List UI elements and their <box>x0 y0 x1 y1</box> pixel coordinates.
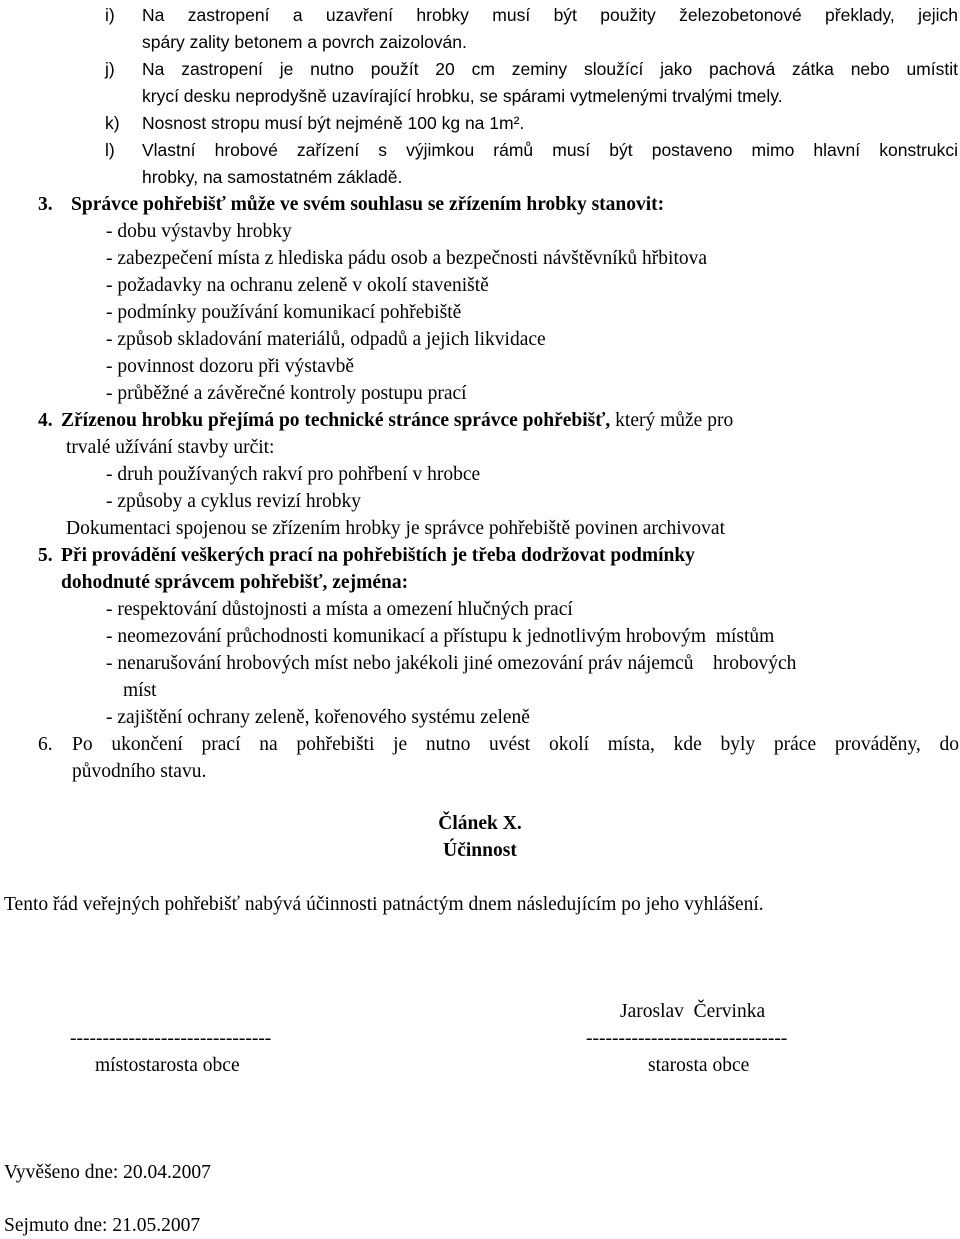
list-item-continued: míst <box>123 680 157 701</box>
article-title: Článek X. <box>438 813 522 834</box>
section-text: trvalé užívání stavby určit: <box>66 437 275 458</box>
list-item: - způsoby a cyklus revizí hrobky <box>106 491 362 512</box>
signatory-name: Jaroslav Červinka <box>620 1001 766 1022</box>
list-item: - povinnost dozoru při výstavbě <box>106 356 355 377</box>
list-item: - druh používaných rakví pro pohřbení v hrobce <box>106 464 481 485</box>
item-text: Na zastropení a uzavření hrobky musí být použity železobetonové překlady, jejich <box>142 5 958 25</box>
list-item: - zabezpečení místa z hlediska pádu osob a bezpečnosti návštěvníků hřbitova <box>106 248 708 269</box>
list-item: - neomezování průchodnosti komunikací a přístupu k jednotlivým hrobovým místům <box>106 626 775 647</box>
removed-date: Sejmuto dne: 21.05.2007 <box>4 1215 201 1236</box>
signature-role-left: místostarosta obce <box>95 1055 240 1076</box>
list-item: - podmínky používání komunikací pohřebiště <box>106 302 462 323</box>
item-marker: l) <box>105 140 115 160</box>
item-marker: j) <box>105 59 115 79</box>
list-item: - nenarušování hrobových míst nebo jakékoli jiné omezování práv nájemců hrobových <box>106 653 797 674</box>
signature-line-right: ------------------------------- <box>586 1028 788 1049</box>
article-subtitle: Účinnost <box>443 840 517 861</box>
list-item: - způsob skladování materiálů, odpadů a jejich likvidace <box>106 329 546 350</box>
section-heading-rest: který může pro <box>610 410 734 431</box>
list-item: - dobu výstavby hrobky <box>106 221 292 242</box>
item-text: hrobky, na samostatném základě. <box>142 167 403 187</box>
section-number: 3. <box>38 194 53 215</box>
item-text: Na zastropení je nutno použít 20 cm zeminy sloužící jako pachová zátka nebo umístit <box>142 59 958 79</box>
list-item: - zajištění ochrany zeleně, kořenového systému zeleně <box>106 707 530 728</box>
item-marker: i) <box>105 5 115 25</box>
section-number: 5. <box>38 545 53 566</box>
list-item: - průběžné a závěrečné kontroly postupu prací <box>106 383 467 404</box>
effect-statement: Tento řád veřejných pohřebišť nabývá účinnosti patnáctým dnem následujícím po jeho vyhlášení. <box>4 894 764 915</box>
section-text: Po ukončení prací na pohřebišti je nutno uvést okolí místa, kde byly práce prováděny, do <box>72 734 959 755</box>
section-heading: Správce pohřebišť může ve svém souhlasu se zřízením hrobky stanovit: <box>71 194 665 215</box>
list-item: - respektování důstojnosti a místa a omezení hlučných prací <box>106 599 573 620</box>
section-heading: dohodnuté správcem pohřebišť, zejména: <box>61 572 409 593</box>
section-number: 4. <box>38 410 53 431</box>
section-text: původního stavu. <box>72 761 207 782</box>
signature-line-left: ------------------------------- <box>70 1028 272 1049</box>
section-heading <box>61 407 733 434</box>
item-text: Nosnost stropu musí být nejméně 100 kg na 1m². <box>142 113 525 133</box>
item-text: Vlastní hrobové zařízení s výjimkou rámů musí být postaveno mimo hlavní konstrukci <box>142 140 958 160</box>
item-text: spáry zality betonem a povrch zaizolován. <box>142 32 467 52</box>
section-heading-bold: Zřízenou hrobku přejímá po technické stránce správce pohřebišť, <box>61 410 611 431</box>
signature-role-right: starosta obce <box>648 1055 750 1076</box>
section-note: Dokumentaci spojenou se zřízením hrobky je správce pohřebiště povinen archivovat <box>66 518 726 539</box>
item-text: krycí desku neprodyšně uzavírající hrobku, se spárami vytmelenými trvalými tmely. <box>142 86 783 106</box>
section-number: 6. <box>38 734 53 755</box>
section-heading: Při provádění veškerých prací na pohřebištích je třeba dodržovat podmínky <box>61 545 695 566</box>
item-marker: k) <box>105 113 120 133</box>
posted-date: Vyvěšeno dne: 20.04.2007 <box>4 1162 211 1183</box>
list-item: - požadavky na ochranu zeleně v okolí staveniště <box>106 275 489 296</box>
